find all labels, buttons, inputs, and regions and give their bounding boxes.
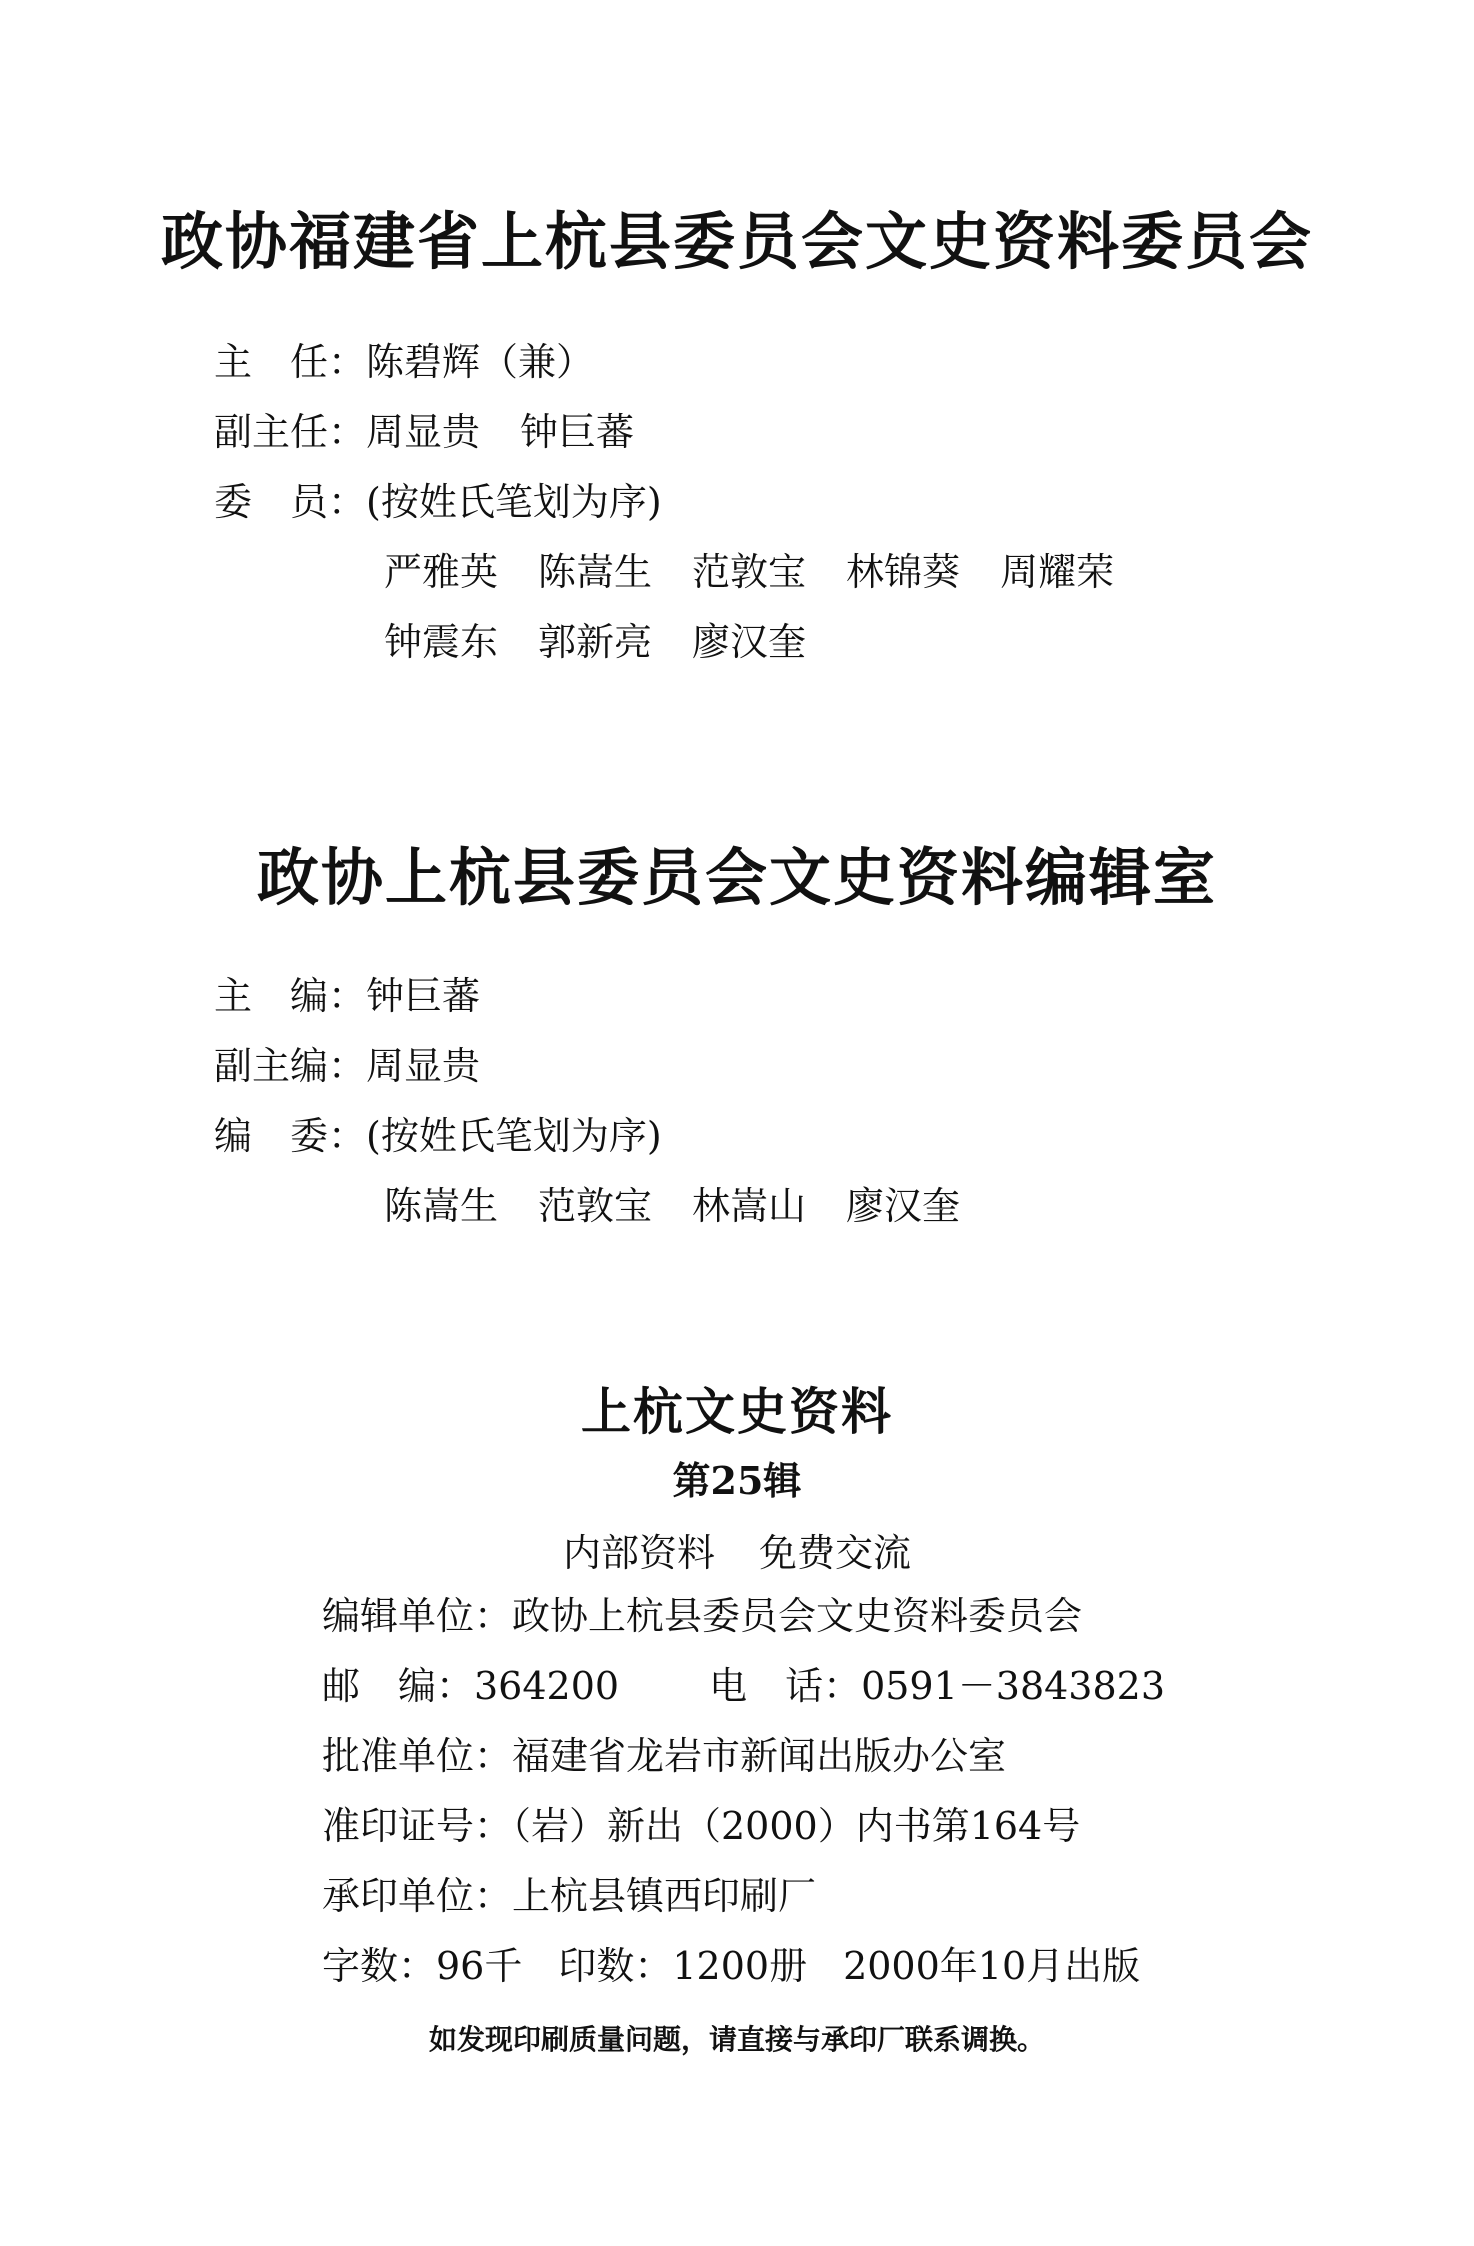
board-member-name: 陈嵩生	[384, 1184, 499, 1228]
member-name: 钟震东	[384, 620, 499, 664]
internal-material-note: 内部资料	[562, 1531, 715, 1575]
board-label: 编 委：	[214, 1114, 367, 1158]
chief-editor-value: 钟巨蕃	[366, 974, 481, 1018]
members-order-note: (按姓氏笔划为序)	[366, 480, 662, 524]
board-names-row	[384, 1182, 960, 1230]
member-name: 范敦宝	[692, 550, 807, 594]
deputy-editor-row	[214, 1042, 480, 1090]
word-count: 字数：96千	[322, 1944, 523, 1988]
print-run: 印数：1200册	[558, 1944, 808, 1988]
deputy-director-label: 副主任：	[214, 410, 367, 454]
chief-editor-row	[214, 972, 480, 1020]
members-names-row-2	[384, 618, 806, 666]
postcode: 邮 编：364200	[322, 1664, 620, 1708]
contact-line	[322, 1662, 1165, 1710]
issue-number: 第25辑	[672, 1458, 802, 1503]
free-exchange-note: 免费交流	[759, 1531, 912, 1575]
board-row	[214, 1112, 662, 1160]
publication-date: 2000年10月出版	[843, 1944, 1141, 1988]
board-order-note: (按姓氏笔划为序)	[366, 1114, 662, 1158]
member-name: 陈嵩生	[538, 550, 653, 594]
editor-unit-line: 编辑单位：政协上杭县委员会文史资料委员会	[322, 1594, 1083, 1638]
printer-line: 承印单位：上杭县镇西印刷厂	[322, 1874, 817, 1918]
members-label: 委 员：	[214, 480, 367, 524]
member-name: 廖汉奎	[692, 620, 807, 664]
director-label: 主 任：	[214, 340, 367, 384]
members-row	[214, 478, 662, 526]
board-member-name: 廖汉奎	[846, 1184, 961, 1228]
deputy-editor-label: 副主编：	[214, 1044, 367, 1088]
members-names-row-1	[384, 548, 1114, 596]
member-name: 严雅英	[384, 550, 499, 594]
print-stats-line	[322, 1942, 1140, 1990]
director-value: 陈碧辉（兼）	[366, 340, 595, 384]
committee-title: 政协福建省上杭县委员会文史资料委员会	[160, 205, 1313, 278]
permit-line: 准印证号：（岩）新出（2000）内书第164号	[322, 1804, 1081, 1848]
distribution-note	[0, 1522, 1474, 1577]
member-name: 周耀荣	[1000, 550, 1115, 594]
deputy-editor-value: 周显贵	[366, 1044, 481, 1088]
chief-editor-label: 主 编：	[214, 974, 367, 1018]
deputy-director-name: 钟巨蕃	[520, 410, 635, 454]
phone: 电 话：0591－3843823	[709, 1664, 1166, 1708]
deputy-director-name: 周显贵	[366, 410, 481, 454]
member-name: 郭新亮	[538, 620, 653, 664]
board-member-name: 范敦宝	[538, 1184, 653, 1228]
member-name: 林锦葵	[846, 550, 961, 594]
director-row	[214, 338, 594, 386]
deputy-director-row	[214, 408, 634, 456]
editorial-title: 政协上杭县委员会文史资料编辑室	[256, 841, 1217, 914]
approval-unit-line: 批准单位：福建省龙岩市新闻出版办公室	[322, 1734, 1007, 1778]
publication-title: 上杭文史资料	[581, 1382, 893, 1441]
quality-notice: 如发现印刷质量问题，请直接与承印厂联系调换。	[428, 2023, 1045, 2056]
board-member-name: 林嵩山	[692, 1184, 807, 1228]
